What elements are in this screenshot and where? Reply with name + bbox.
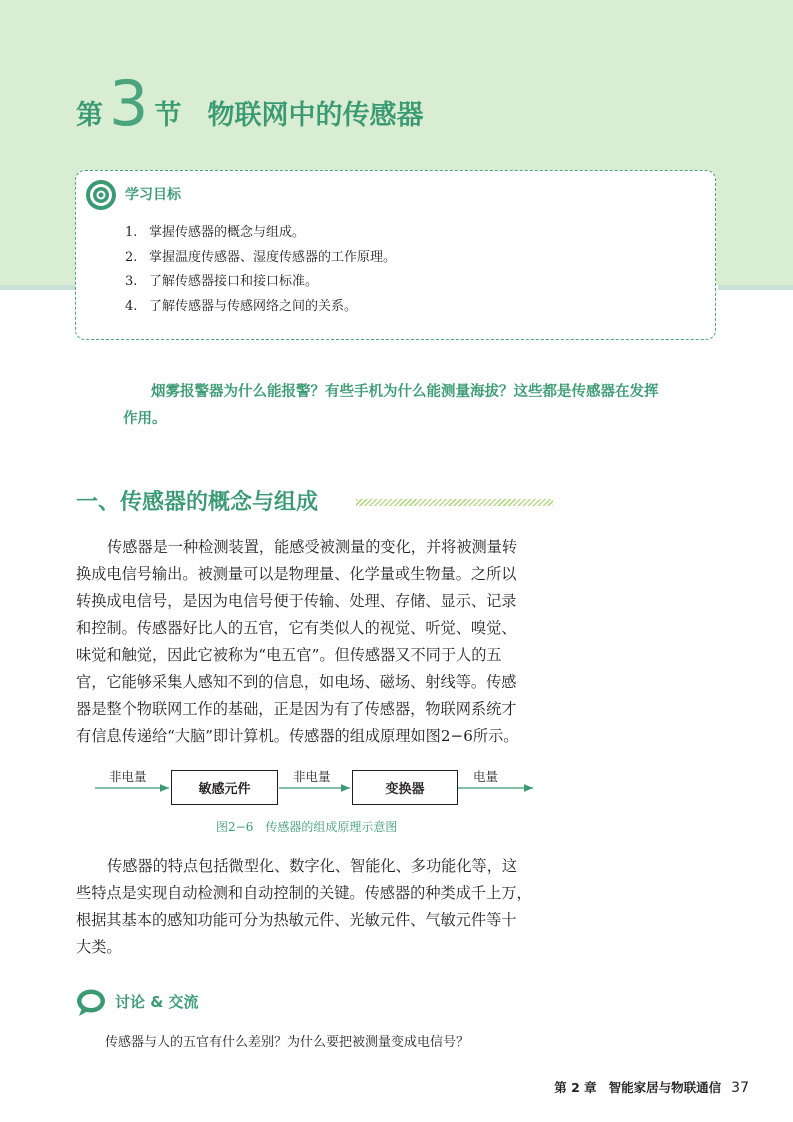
paragraph-line: 些特点是实现自动检测和自动控制的关键。传感器的种类成千上万，	[76, 884, 532, 902]
paragraph-line: 转换成电信号，是因为电信号便于传输、处理、存储、显示、记录	[76, 592, 517, 610]
footer-chapter: 第 2 章	[554, 1080, 597, 1095]
header-band-edge-right	[718, 285, 793, 290]
list-item	[125, 221, 396, 246]
discussion-title: 讨论 & 交流	[115, 993, 199, 1011]
paragraph-line: 传感器的特点包括微型化、数字化、智能化、多功能化等，这	[107, 857, 518, 875]
heading-concept-composition: 一、传感器的概念与组成	[76, 490, 319, 515]
paragraph-line: 换成电信号输出。被测量可以是物理量、化学量或生物量。之所以	[76, 565, 517, 583]
list-item	[125, 295, 396, 320]
header-band-edge-left	[0, 285, 75, 290]
list-item-text: 了解传感器与传感网络之间的关系。	[149, 298, 358, 314]
intro-text-line: 烟雾报警器为什么能报警？有些手机为什么能测量海拔？这些都是传感器在发挥	[151, 384, 659, 400]
diagram-box-converter: 变换器	[352, 770, 458, 805]
section-number: 3	[109, 67, 149, 140]
list-item-text: 了解传感器接口和接口标准。	[149, 274, 319, 289]
sensor-composition-diagram	[93, 760, 538, 810]
paragraph-line: 有信息传递给“大脑”即计算机。传感器的组成原理如图2−6所示。	[76, 727, 519, 745]
heading-decorative-rule	[356, 499, 553, 506]
learning-goals-list	[125, 221, 396, 319]
diagram-mid-label: 非电量	[293, 769, 331, 784]
footer-chapter-title: 智能家居与物联通信	[608, 1080, 722, 1095]
paragraph-line: 大类。	[76, 938, 122, 956]
section-name: 物联网中的传感器	[207, 99, 424, 131]
intro-text-line: 作用。	[123, 411, 167, 427]
speech-bubble-icon	[76, 988, 106, 1018]
diagram-output-label: 电量	[473, 769, 499, 784]
list-item-number: 4.	[125, 298, 138, 314]
list-item-number: 1.	[125, 225, 138, 240]
target-icon	[85, 179, 117, 211]
diagram-input-label: 非电量	[109, 769, 147, 784]
paragraph-line: 官，它能够采集人感知不到的信息，如电场、磁场、射线等。传感	[76, 673, 517, 691]
diagram-box-sensitive-element: 敏感元件	[171, 770, 278, 805]
discussion-question: 传感器与人的五官有什么差别？为什么要把被测量变成电信号？	[105, 1035, 470, 1050]
page-number: 37	[731, 1080, 749, 1096]
list-item-text: 掌握温度传感器、湿度传感器的工作原理。	[149, 249, 397, 265]
paragraph-line: 和控制。传感器好比人的五官，它有类似人的视觉、听觉、嗅觉、	[76, 619, 517, 637]
figure-caption: 图2−6 传感器的组成原理示意图	[216, 820, 398, 834]
paragraph-line: 味觉和触觉，因此它被称为“电五官”。但传感器又不同于人的五	[76, 646, 502, 664]
list-item	[125, 246, 396, 271]
learning-goals-box	[75, 170, 716, 340]
list-item-number: 3.	[125, 274, 138, 289]
list-item-text: 掌握传感器的概念与组成。	[149, 225, 306, 240]
paragraph-line: 传感器是一种检测装置，能感受被测量的变化，并将被测量转	[107, 538, 518, 556]
section-suffix: 节	[154, 99, 182, 131]
paragraph-line: 器是整个物联网工作的基础，正是因为有了传感器，物联网系统才	[76, 700, 517, 718]
list-item	[125, 270, 396, 295]
section-title	[76, 67, 424, 140]
paragraph-line: 根据其基本的感知功能可分为热敏元件、光敏元件、气敏元件等十	[76, 911, 517, 929]
page-footer	[554, 1078, 749, 1096]
list-item-number: 2.	[125, 249, 138, 265]
learning-goals-title: 学习目标	[125, 187, 181, 203]
section-prefix: 第	[76, 99, 103, 131]
